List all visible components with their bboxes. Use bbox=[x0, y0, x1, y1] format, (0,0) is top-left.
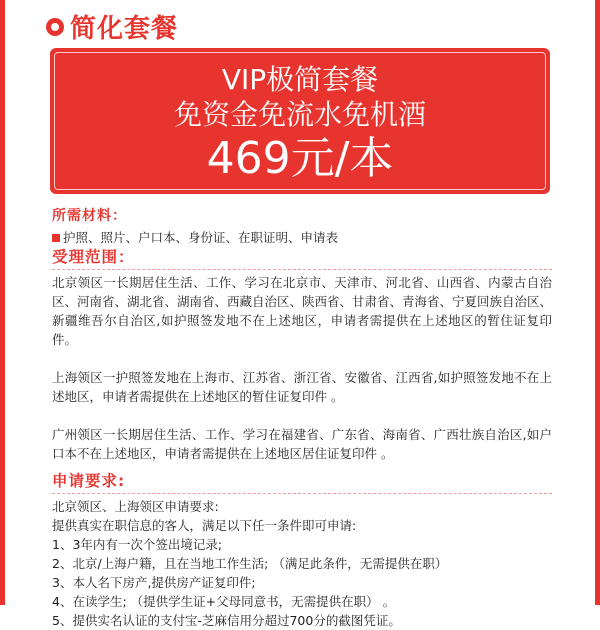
scope-title: 受理范围： bbox=[52, 248, 135, 266]
section-header bbox=[46, 8, 178, 45]
requirements-intro-region: 北京领区、上海领区申请要求: bbox=[52, 499, 219, 514]
package-banner bbox=[50, 48, 550, 194]
spacer bbox=[52, 406, 552, 425]
requirements-title: 申请要求: bbox=[52, 472, 126, 490]
scope-shanghai: 上海领区一护照签发地在上海市、江苏省、浙江省、安徽省、江西省,如护照签发地不在上述地区，申请者需提供在上述地区的暂住证复印件 。 bbox=[52, 370, 552, 404]
left-border bbox=[0, 0, 5, 605]
requirements-intro-condition: 提供真实在职信息的客人，满足以下任一条件即可申请: bbox=[52, 518, 357, 533]
scope-guangzhou: 广州领区一长期居住生活、工作、学习在福建省、广东省、海南省、广西壮族自治区,如户口本不在上述地区，申请者需提供在上述地区居住证复印件 。 bbox=[52, 427, 552, 461]
materials-row bbox=[52, 228, 552, 247]
details-content bbox=[52, 206, 552, 630]
bullet-circle-icon bbox=[46, 18, 64, 36]
requirement-item: 5、提供实名认证的支付宝-芝麻信用分超过700分的截图凭证。 bbox=[52, 613, 401, 628]
requirements-list bbox=[52, 497, 552, 630]
scope-divider bbox=[52, 269, 552, 270]
materials-title: 所需材料： bbox=[52, 208, 127, 224]
requirements-divider bbox=[52, 493, 552, 494]
banner-package-name: VIP极简套餐 bbox=[221, 63, 379, 96]
requirement-item: 3、本人名下房产,提供房产证复印件; bbox=[52, 575, 256, 590]
banner-frame bbox=[54, 52, 546, 190]
materials-items: 护照、照片、户口本、身份证、在职证明、申请表 bbox=[63, 230, 339, 245]
header-title: 简化套餐 bbox=[70, 14, 179, 44]
square-bullet-icon bbox=[52, 234, 60, 242]
requirement-item: 2、北京/上海户籍，且在当地工作生活; （满足此条件，无需提供在职） bbox=[52, 556, 448, 571]
right-border bbox=[595, 0, 600, 605]
scope-beijing: 北京领区一长期居住生活、工作、学习在北京市、天津市、河北省、山西省、内蒙古自治区、河南省、湖北省、湖南省、西藏自治区、陕西省、甘肃省、青海省、宁夏回族自治区、新疆维吾尔自治区,如护照签发地不在上述地区，申请者需提供在上述地区的暂住证复印件。 bbox=[52, 275, 553, 347]
banner-price: 469元/本 bbox=[206, 133, 394, 184]
spacer bbox=[52, 349, 552, 368]
requirement-item: 1、3年内有一次个签出境记录; bbox=[52, 537, 223, 552]
banner-features: 免资金免流水免机酒 bbox=[173, 98, 426, 131]
requirement-item: 4、在读学生; （提供学生证+父母同意书，无需提供在职） 。 bbox=[52, 594, 396, 609]
